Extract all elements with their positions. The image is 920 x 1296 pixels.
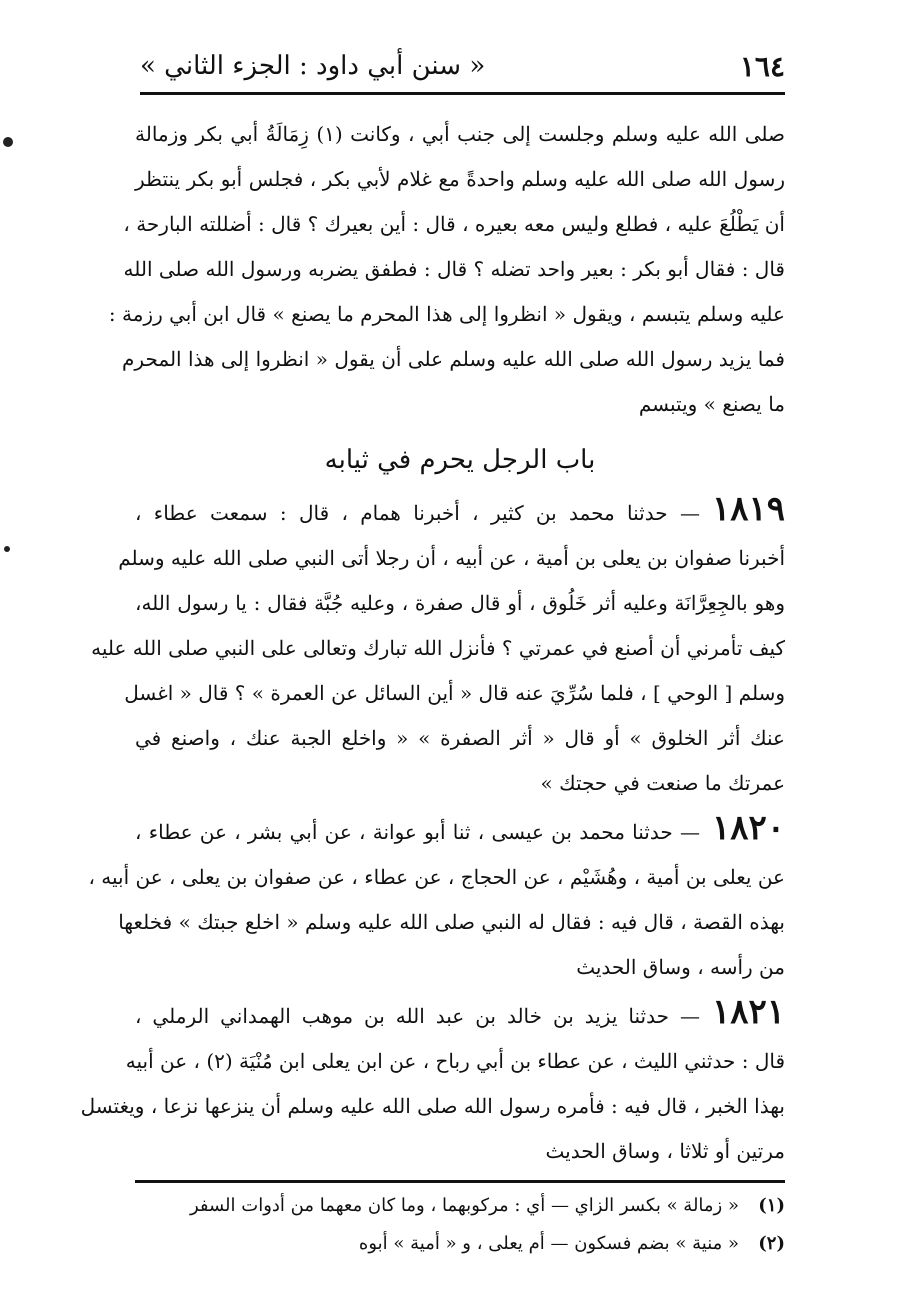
footnote-number: (٢) [758,1233,785,1254]
text-line: — حدثنا محمد بن كثير ، أخبرنا همام ، قال : سمعت عطاء ، [135,501,700,525]
text-line: ما يصنع » ويتبسم [638,392,785,416]
hadith-1821 [80,990,785,1174]
running-title: « سنن أبي داود : الجزء الثاني » [140,51,486,81]
margin-mark [3,137,13,147]
text-line: عنك أثر الخلوق » أو قال « أثر الصفرة » « واخلع الجبة عنك ، واصنع في [135,726,785,750]
hadith-number: ١٨٢١ [711,992,785,1032]
text-line: من رأسه ، وساق الحديث [576,955,785,979]
hadith-number: ١٨١٩ [711,489,785,529]
text-line: بهذا الخبر ، قال فيه : فأمره رسول الله صلى الله عليه وسلم أن ينزعها نزعا ، ويغتسل [80,1094,785,1118]
chapter-title: باب الرجل يحرم في ثيابه [324,445,596,475]
hadith-number: ١٨٢٠ [711,808,785,848]
text-line: عليه وسلم يتبسم ، ويقول « انظروا إلى هذا المحرم ما يصنع » قال ابن أبي رزمة : [108,302,785,326]
footnote-number: (١) [758,1195,785,1216]
text-line: أخبرنا صفوان بن يعلى بن أمية ، عن أبيه ، أن رجلا أتى النبي صلى الله عليه وسلم [118,546,785,570]
main-text [80,112,785,1174]
page-header [140,40,785,95]
text-line: — حدثنا يزيد بن خالد بن عبد الله بن موهب الهمداني الرملي ، [135,1004,700,1028]
text-line: كيف تأمرني أن أصنع في عمرتي ؟ فأنزل الله تبارك وتعالى على النبي صلى الله عليه [91,636,785,660]
text-line: — حدثنا محمد بن عيسى ، ثنا أبو عوانة ، عن أبي بشر ، عن عطاء ، [135,820,700,844]
text-line: بهذه القصة ، قال فيه : فقال له النبي صلى الله عليه وسلم « اخلع جبتك » فخلعها [118,910,785,934]
footnote [135,1187,785,1225]
text-line: عمرتك ما صنعت في حجتك » [540,771,785,795]
text-line: عن يعلى بن أمية ، وهُشَيْم ، عن الحجاج ، عن عطاء ، عن صفوان بن يعلى ، عن أبيه ، [88,865,785,889]
text-line: وسلم [ الوحي ] ، فلما سُرِّيَ عنه قال « أين السائل عن العمرة » ؟ قال « اغسل [124,681,785,705]
page-number: ١٦٤ [739,49,785,83]
text-line: قال : حدثني الليث ، عن عطاء بن أبي رباح ، عن ابن يعلى ابن مُنْيَة (٢) ، عن أبيه [125,1049,785,1073]
hadith-1820 [88,806,785,990]
text-line: صلى الله عليه وسلم وجلست إلى جنب أبي ، وكانت (١) زِمَالَةُ أبي بكر وزمالة [135,122,785,146]
footnote-text: « زمالة » بكسر الزاي — أي : مركوبهما ، وما كان معهما من أدوات السفر [189,1195,739,1216]
margin-mark [4,546,10,552]
text-line: فما يزيد رسول الله صلى الله عليه وسلم على أن يقول « انظروا إلى هذا المحرم [122,347,785,371]
hadith-1819 [91,487,785,806]
text-line: وهو بالجِعِرَّانَة وعليه أثر خَلُوق ، أو قال صفرة ، وعليه جُبَّة فقال : يا رسول الله، [135,591,785,615]
footnote-text: « منية » بضم فسكون — أم يعلى ، و « أمية » أبوه [358,1233,739,1254]
footnotes [135,1180,785,1263]
text-line: أن يَطْلُعَ عليه ، فطلع وليس معه بعيره ، قال : أين بعيرك ؟ قال : أضللته البارحة ، [123,212,785,236]
text-line: مرتين أو ثلاثا ، وساق الحديث [545,1139,785,1163]
footnote [135,1225,785,1263]
text-line: رسول الله صلى الله عليه وسلم واحدةً مع غلام لأبي بكر ، فجلس أبو بكر ينتظر [135,167,785,191]
text-line: قال : فقال أبو بكر : بعير واحد تضله ؟ قال : فطفق يضربه ورسول الله صلى الله [123,257,785,281]
